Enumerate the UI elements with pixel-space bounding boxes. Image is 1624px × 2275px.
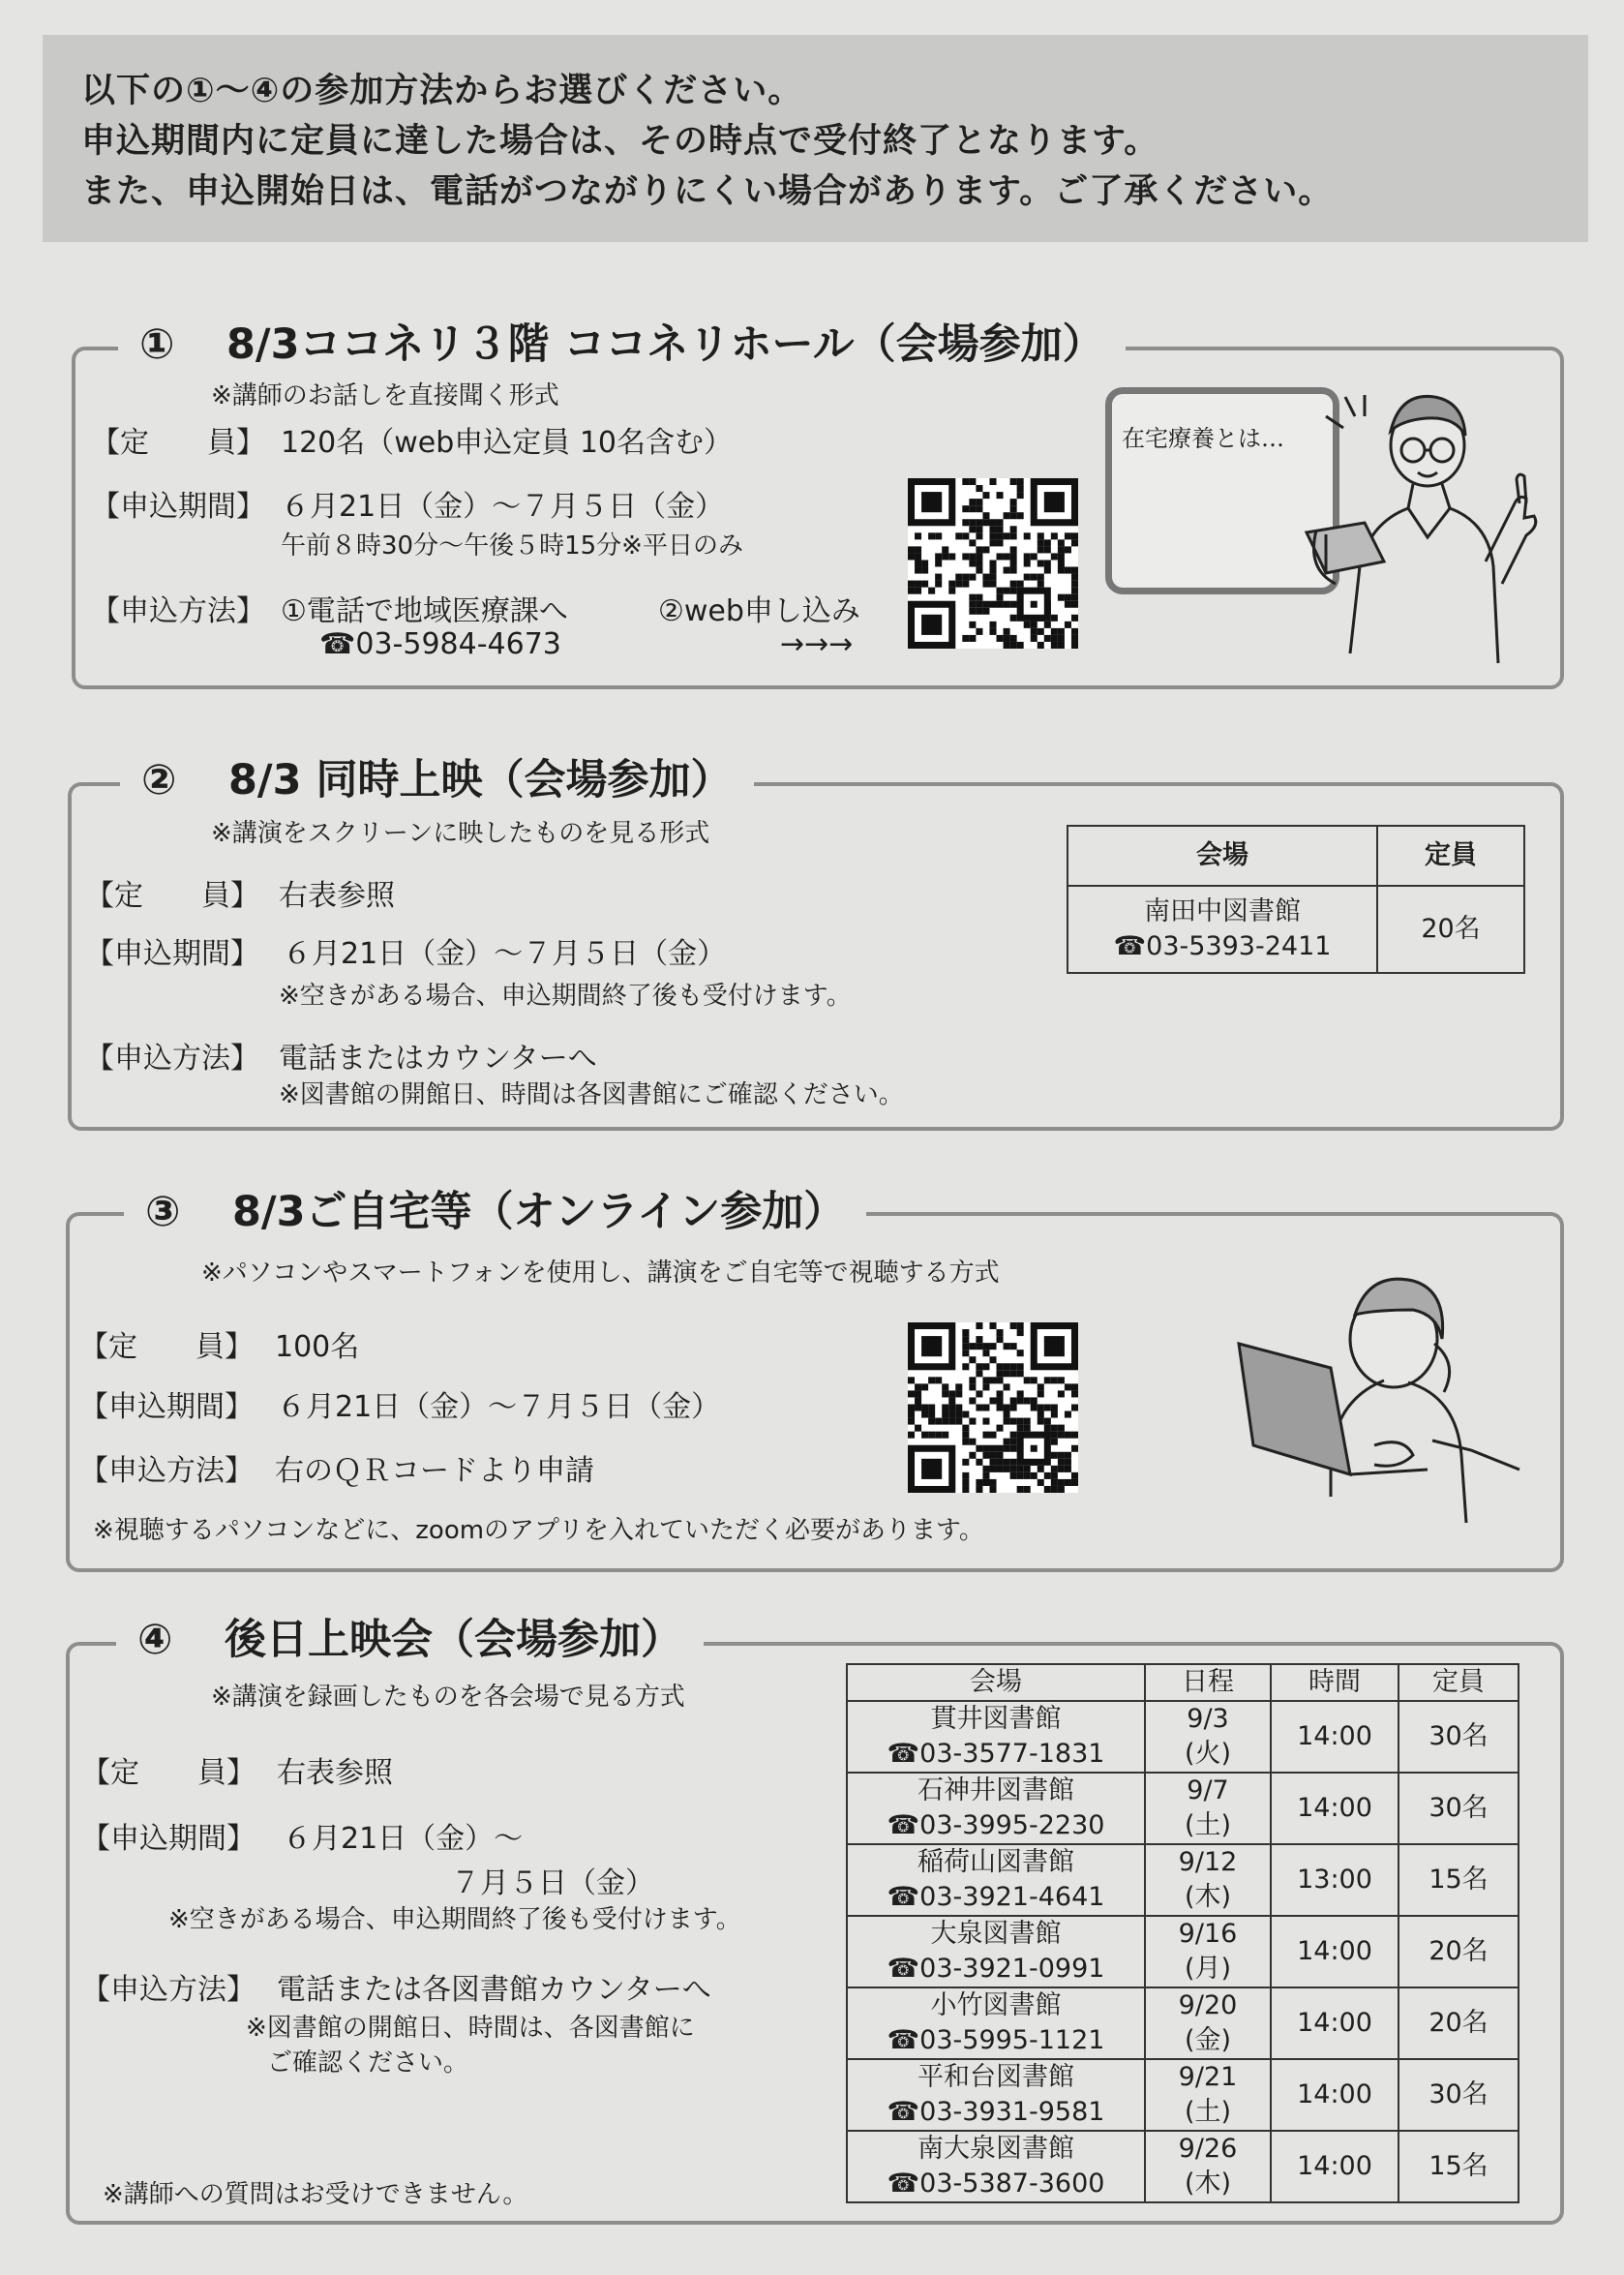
- table-header-venue: 会場: [847, 1664, 1145, 1701]
- time-cell: 14:00: [1271, 1701, 1398, 1773]
- section-1-period-label: 【申込期間】: [91, 490, 265, 524]
- section-3-method-label: 【申込方法】: [79, 1454, 254, 1488]
- venue-phone: ☎03-5995-1121: [887, 2025, 1105, 2055]
- day-of-week: (木): [1184, 2169, 1232, 2199]
- date-value: 9/21: [1178, 2062, 1238, 2092]
- section-1-hours: 午前８時30分～午後５時15分※平日のみ: [281, 531, 743, 561]
- section-1-number: ①: [139, 320, 175, 369]
- day-of-week: (木): [1184, 1882, 1232, 1912]
- section-4-title: [116, 1611, 704, 1669]
- date-value: 9/3: [1187, 1704, 1229, 1734]
- section-3-title: [124, 1183, 866, 1241]
- section-4-note: ※講演を録画したものを各会場で見る方式: [211, 1683, 685, 1712]
- day-of-week: (土): [1184, 1810, 1232, 1840]
- notice-line-3: また、申込開始日は、電話がつながりにくい場合があります。ご了承ください。: [81, 172, 1334, 211]
- time-cell: 14:00: [1271, 1773, 1398, 1844]
- table-cell-venue: [1068, 886, 1377, 973]
- date-value: 9/7: [1187, 1775, 1229, 1805]
- section-3-note: ※パソコンやスマートフォンを使用し、講演をご自宅等で視聴する方式: [201, 1259, 1000, 1288]
- time-cell: 14:00: [1271, 1987, 1398, 2059]
- section-2-venue-table: [1067, 825, 1525, 974]
- day-of-week: (火): [1184, 1739, 1232, 1769]
- table-header-time: 時間: [1271, 1664, 1398, 1701]
- date-value: 9/20: [1178, 1990, 1238, 2020]
- section-4-period-start: ６月21日（金）～: [283, 1822, 524, 1856]
- section-2-period: ６月21日（金）～７月５日（金）: [283, 937, 727, 971]
- section-1-method-label: 【申込方法】: [91, 594, 265, 628]
- table-header-capacity: 定員: [1377, 826, 1524, 886]
- section-3-number: ③: [145, 1188, 181, 1236]
- notice-banner: [43, 35, 1588, 242]
- section-4-number: ④: [137, 1616, 173, 1664]
- capacity-cell: 15名: [1398, 1844, 1519, 1916]
- time-cell: 14:00: [1271, 2059, 1398, 2131]
- section-3-capacity-label: 【定 員】: [79, 1330, 254, 1364]
- table-row: [847, 1701, 1519, 1773]
- venue-phone: ☎03-3577-1831: [887, 1739, 1105, 1769]
- section-2-period-label: 【申込期間】: [85, 937, 259, 971]
- section-1-capacity: 120名（web申込定員 10名含む）: [281, 426, 734, 460]
- section-4-title-text: 後日上映会（会場参加）: [225, 1616, 682, 1664]
- section-4-method-label: 【申込方法】: [81, 1973, 256, 2007]
- section-4-period-end: ７月５日（金）: [451, 1866, 654, 1900]
- date-cell: [1145, 1701, 1271, 1773]
- section-3-title-text: 8/3ご自宅等（オンライン参加）: [232, 1188, 846, 1236]
- time-cell: 14:00: [1271, 1916, 1398, 1987]
- venue-phone: ☎03-5393-2411: [1113, 931, 1332, 961]
- date-cell: [1145, 2059, 1271, 2131]
- venue-cell: [847, 1987, 1145, 2059]
- venue-phone: ☎03-5387-3600: [887, 2169, 1105, 2199]
- date-cell: [1145, 1916, 1271, 1987]
- section-4-period-label: 【申込期間】: [81, 1822, 256, 1856]
- table-cell-capacity: 20名: [1377, 886, 1524, 973]
- section-3-period: ６月21日（金）～７月５日（金）: [277, 1390, 721, 1424]
- table-row: [847, 1987, 1519, 2059]
- venue-phone: ☎03-3931-9581: [887, 2097, 1105, 2127]
- table-header-capacity: 定員: [1398, 1664, 1519, 1701]
- capacity-cell: 30名: [1398, 1773, 1519, 1844]
- venue-name: 南田中図書館: [1144, 896, 1301, 926]
- section-1-period: ６月21日（金）～７月５日（金）: [281, 490, 725, 524]
- table-row: [847, 1916, 1519, 1987]
- venue-cell: [847, 1773, 1145, 1844]
- venue-phone: ☎03-3921-4641: [887, 1882, 1105, 1912]
- venue-cell: [847, 2059, 1145, 2131]
- venue-name: 石神井図書館: [917, 1775, 1074, 1805]
- laptop-user-illustration: [1229, 1266, 1525, 1547]
- table-row: [847, 2131, 1519, 2202]
- date-cell: [1145, 1987, 1271, 2059]
- capacity-cell: 20名: [1398, 1987, 1519, 2059]
- section-1-capacity-label: 【定 員】: [91, 426, 265, 460]
- table-row: [847, 1844, 1519, 1916]
- capacity-cell: 30名: [1398, 1701, 1519, 1773]
- venue-name: 南大泉図書館: [917, 2134, 1074, 2164]
- section-4-capacity-label: 【定 員】: [81, 1756, 256, 1790]
- section-4-method-note-2: ご確認ください。: [267, 2048, 469, 2078]
- section-2-method-label: 【申込方法】: [85, 1042, 259, 1076]
- capacity-cell: 15名: [1398, 2131, 1519, 2202]
- section-2-method: 電話またはカウンターへ: [279, 1042, 597, 1076]
- time-cell: 14:00: [1271, 2131, 1398, 2202]
- section-1-method-phone: ①電話で地域医療課へ: [281, 594, 568, 628]
- date-value: 9/16: [1178, 1919, 1238, 1949]
- day-of-week: (月): [1184, 1954, 1232, 1984]
- capacity-cell: 20名: [1398, 1916, 1519, 1987]
- section-3-zoom-note: ※視聴するパソコンなどに、zoomのアプリを入れていただく必要があります。: [93, 1516, 984, 1545]
- venue-name: 小竹図書館: [930, 1990, 1062, 2020]
- venue-phone: ☎03-3995-2230: [887, 1810, 1105, 1840]
- section-1-arrows: →→→: [780, 627, 854, 661]
- section-2-period-note: ※空きがある場合、申込期間終了後も受付けます。: [279, 982, 852, 1011]
- section-4-schedule-table: [846, 1663, 1519, 2203]
- section-1-phone-number: ☎03-5984-4673: [319, 627, 561, 661]
- day-of-week: (金): [1184, 2025, 1232, 2055]
- section-2-title: [120, 751, 754, 809]
- section-3-capacity: 100名: [275, 1330, 360, 1364]
- qr-code-web-application[interactable]: [908, 478, 1078, 649]
- date-cell: [1145, 1773, 1271, 1844]
- section-2-title-text: 8/3 同時上映（会場参加）: [228, 756, 733, 804]
- lecturer-illustration: [1287, 378, 1549, 680]
- date-cell: [1145, 2131, 1271, 2202]
- day-of-week: (土): [1184, 2097, 1232, 2127]
- section-1-note: ※講師のお話しを直接聞く形式: [211, 381, 559, 410]
- section-1-method-web: ②web申し込み: [658, 594, 860, 628]
- venue-name: 稲荷山図書館: [917, 1847, 1074, 1877]
- section-1-title: [118, 316, 1126, 374]
- venue-cell: [847, 2131, 1145, 2202]
- venue-phone: ☎03-3921-0991: [887, 1954, 1105, 1984]
- capacity-cell: 30名: [1398, 2059, 1519, 2131]
- section-4-period-note: ※空きがある場合、申込期間終了後も受付けます。: [168, 1905, 741, 1934]
- date-value: 9/12: [1178, 1847, 1238, 1877]
- venue-name: 平和台図書館: [917, 2062, 1074, 2092]
- section-4-method-note-1: ※図書館の開館日、時間は、各図書館に: [246, 2014, 695, 2043]
- table-row: [847, 1773, 1519, 1844]
- date-cell: [1145, 1844, 1271, 1916]
- venue-cell: [847, 1844, 1145, 1916]
- section-4-footer-note: ※講師への質問はお受けできません。: [103, 2180, 528, 2209]
- section-2-method-note: ※図書館の開館日、時間は各図書館にご確認ください。: [279, 1080, 904, 1109]
- venue-cell: [847, 1701, 1145, 1773]
- whiteboard-text: 在宅療養とは…: [1122, 425, 1284, 452]
- table-row: [847, 2059, 1519, 2131]
- section-3-method: 右のＱＲコードより申請: [275, 1454, 594, 1488]
- time-cell: 13:00: [1271, 1844, 1398, 1916]
- section-2-capacity: 右表参照: [279, 879, 395, 913]
- table-header-venue: 会場: [1068, 826, 1377, 886]
- date-value: 9/26: [1178, 2134, 1238, 2164]
- section-2-number: ②: [141, 756, 177, 804]
- section-1-title-text: 8/3ココネリ３階 ココネリホール（会場参加）: [226, 320, 1104, 369]
- section-2-capacity-label: 【定 員】: [85, 879, 259, 913]
- table-header-date: 日程: [1145, 1664, 1271, 1701]
- qr-code-online-application[interactable]: [908, 1322, 1078, 1493]
- section-4-capacity: 右表参照: [277, 1756, 393, 1790]
- notice-line-1: 以下の①～④の参加方法からお選びください。: [81, 72, 803, 110]
- venue-cell: [847, 1916, 1145, 1987]
- section-2-note: ※講演をスクリーンに映したものを見る形式: [211, 819, 710, 848]
- notice-line-2: 申込期間内に定員に達した場合は、その時点で受付終了となります。: [81, 122, 1159, 161]
- venue-name: 貫井図書館: [930, 1704, 1062, 1734]
- venue-name: 大泉図書館: [930, 1919, 1062, 1949]
- section-4-method: 電話または各図書館カウンターへ: [277, 1973, 711, 2007]
- section-3-period-label: 【申込期間】: [79, 1390, 254, 1424]
